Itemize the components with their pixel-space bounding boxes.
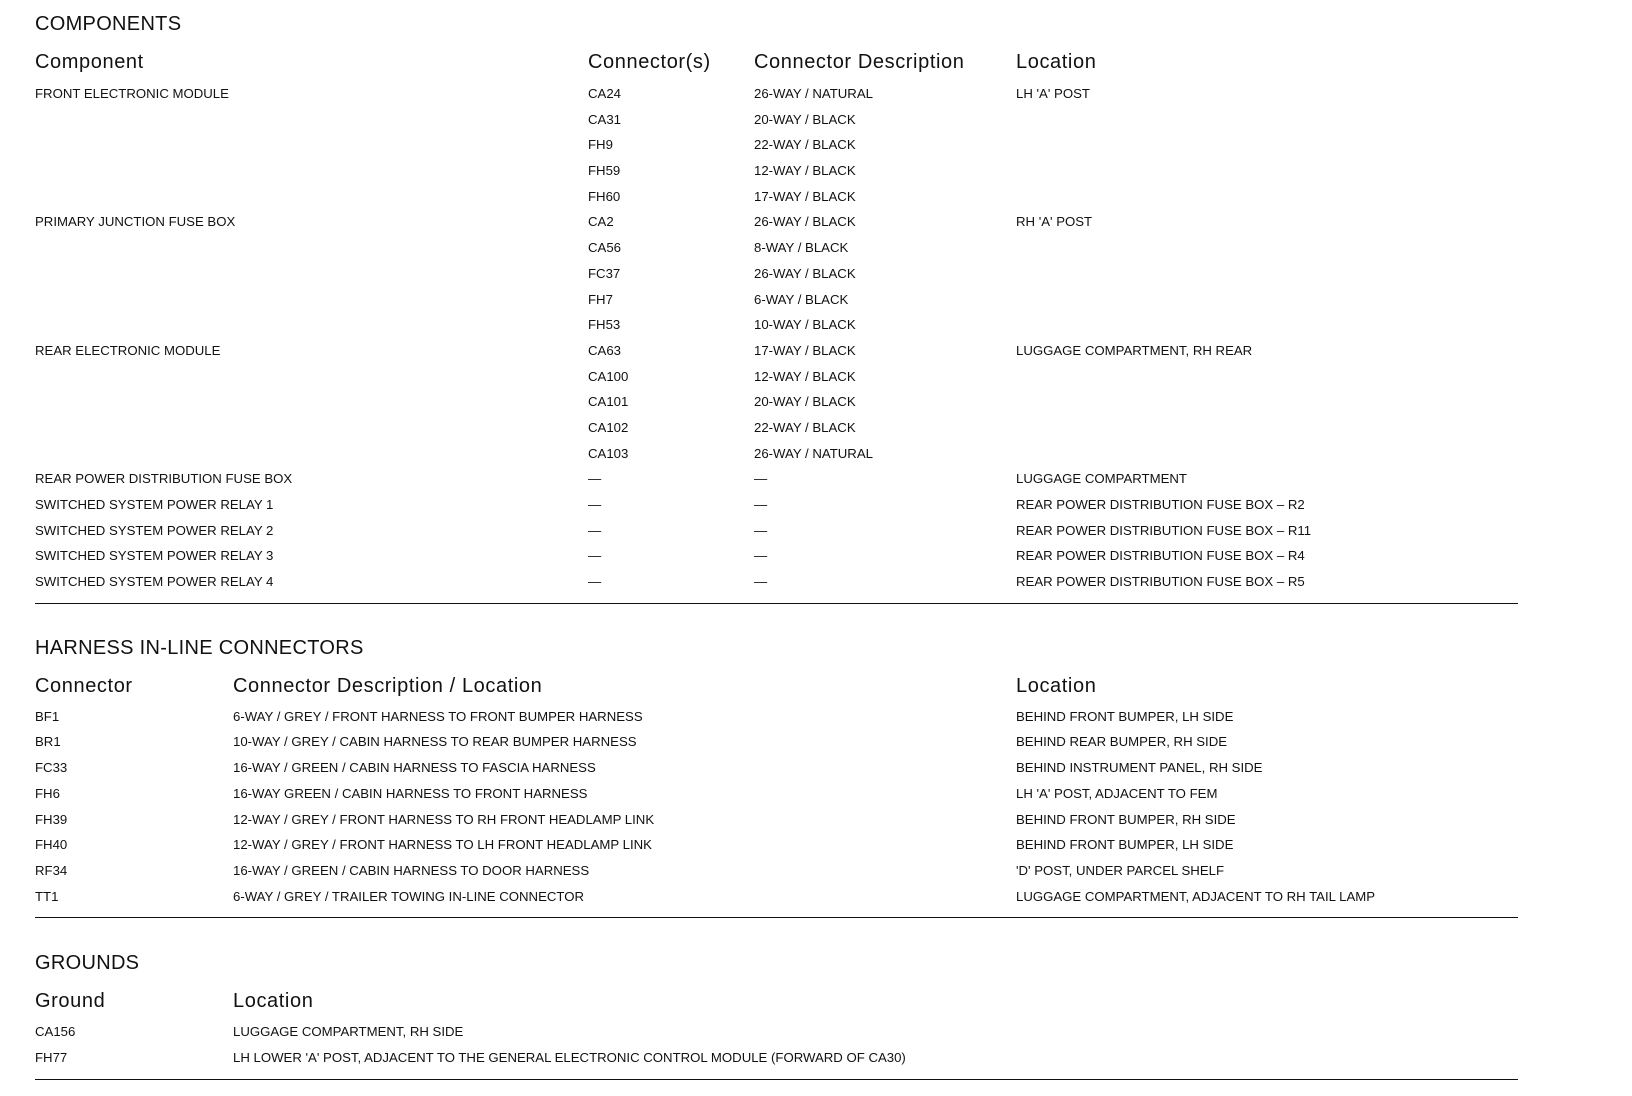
column-header-connector-description: Connector Description — [754, 51, 965, 73]
table-row — [35, 287, 1535, 313]
harness-divider — [35, 917, 1518, 918]
cell-location: BEHIND FRONT BUMPER, LH SIDE — [1016, 837, 1234, 853]
components-table-body — [35, 81, 1535, 595]
cell-connector: FH40 — [35, 837, 68, 853]
table-row — [35, 704, 1535, 730]
cell-connector-description: 12-WAY / BLACK — [754, 163, 856, 179]
cell-location: LH LOWER 'A' POST, ADJACENT TO THE GENERAL ELECTRONIC CONTROL MODULE (FORWARD OF CA30) — [233, 1049, 906, 1065]
cell-location: BEHIND FRONT BUMPER, RH SIDE — [1016, 811, 1236, 827]
cell-component: REAR POWER DISTRIBUTION FUSE BOX — [35, 471, 293, 487]
cell-connector-description: 8-WAY / BLACK — [754, 240, 849, 256]
cell-connector-description: 12-WAY / BLACK — [754, 368, 856, 384]
cell-connector-description: 12-WAY / GREY / FRONT HARNESS TO RH FRONT HEADLAMP LINK — [233, 811, 655, 827]
table-row — [35, 209, 1535, 235]
cell-connector: BF1 — [35, 708, 60, 724]
table-row — [35, 158, 1535, 184]
cell-connector: FH7 — [588, 291, 613, 307]
cell-connector: RF34 — [35, 862, 68, 878]
cell-location: REAR POWER DISTRIBUTION FUSE BOX – R2 — [1016, 497, 1305, 512]
table-row — [35, 518, 1535, 544]
table-row — [35, 755, 1535, 781]
cell-connector-description: 20-WAY / BLACK — [754, 111, 856, 127]
column-header-location: Location — [1016, 51, 1097, 73]
cell-connector-description: 10-WAY / GREY / CABIN HARNESS TO REAR BUMPER HARNESS — [233, 734, 637, 750]
cell-connector: FH60 — [588, 188, 621, 204]
table-row — [35, 132, 1535, 158]
table-row — [35, 235, 1535, 261]
cell-connector: CA101 — [588, 394, 629, 410]
grounds-table-header — [35, 988, 1535, 1014]
cell-connector: CA100 — [588, 368, 629, 384]
cell-component: SWITCHED SYSTEM POWER RELAY 2 — [35, 522, 274, 538]
cell-location: LUGGAGE COMPARTMENT, RH REAR — [1016, 342, 1253, 358]
table-row — [35, 466, 1535, 492]
cell-connector-description: — — [754, 522, 768, 538]
cell-connector: — — [588, 548, 602, 564]
cell-connector: CA56 — [588, 240, 621, 256]
table-row — [35, 884, 1535, 910]
cell-location: BEHIND INSTRUMENT PANEL, RH SIDE — [1016, 760, 1263, 776]
components-divider — [35, 603, 1518, 604]
cell-ground: FH77 — [35, 1049, 68, 1065]
table-row — [35, 184, 1535, 210]
column-header-component: Component — [35, 51, 144, 73]
cell-connector: FC37 — [588, 265, 621, 281]
harness-table-body — [35, 704, 1535, 910]
table-row — [35, 441, 1535, 467]
cell-connector-description: 6-WAY / GREY / TRAILER TOWING IN-LINE CONNECTOR — [233, 888, 584, 904]
cell-connector-description: — — [754, 497, 768, 512]
cell-connector-description: 16-WAY GREEN / CABIN HARNESS TO FRONT HARNESS — [233, 785, 588, 801]
grounds-divider — [35, 1079, 1518, 1080]
column-header-ground: Ground — [35, 990, 106, 1013]
cell-location: LH 'A' POST — [1016, 86, 1090, 101]
cell-location: LUGGAGE COMPARTMENT — [1016, 471, 1187, 487]
cell-connector-description: 16-WAY / GREEN / CABIN HARNESS TO DOOR HARNESS — [233, 862, 590, 878]
cell-connector: CA103 — [588, 445, 629, 461]
cell-ground: CA156 — [35, 1024, 76, 1040]
cell-connector-description: 20-WAY / BLACK — [754, 394, 856, 410]
column-header-location: Location — [1016, 674, 1097, 697]
cell-location: BEHIND REAR BUMPER, RH SIDE — [1016, 734, 1228, 750]
table-row — [35, 261, 1535, 287]
table-row — [35, 781, 1535, 807]
table-row — [35, 81, 1535, 107]
table-row — [35, 107, 1535, 133]
cell-connector: FH53 — [588, 317, 621, 333]
components-table-header — [35, 49, 1535, 75]
cell-connector-description: 16-WAY / GREEN / CABIN HARNESS TO FASCIA HARNESS — [233, 760, 596, 776]
column-header-location: Location — [233, 990, 314, 1013]
cell-component: REAR ELECTRONIC MODULE — [35, 342, 221, 358]
table-row — [35, 832, 1535, 858]
table-row — [35, 807, 1535, 833]
cell-connector-description: — — [754, 574, 768, 590]
cell-component: PRIMARY JUNCTION FUSE BOX — [35, 214, 236, 230]
cell-connector-description: 12-WAY / GREY / FRONT HARNESS TO LH FRONT HEADLAMP LINK — [233, 837, 652, 853]
table-row — [35, 543, 1535, 569]
table-row — [35, 569, 1535, 595]
harness-section-title: HARNESS IN-LINE CONNECTORS — [35, 636, 364, 659]
harness-table-header — [35, 673, 1535, 699]
cell-connector: CA63 — [588, 342, 621, 358]
cell-connector-description: 17-WAY / BLACK — [754, 342, 856, 358]
cell-connector-description: 6-WAY / GREY / FRONT HARNESS TO FRONT BUMPER HARNESS — [233, 708, 643, 724]
table-row — [35, 1019, 1535, 1045]
cell-connector: — — [588, 574, 602, 590]
cell-connector: FH9 — [588, 137, 613, 153]
cell-location: 'D' POST, UNDER PARCEL SHELF — [1016, 862, 1225, 878]
cell-component: SWITCHED SYSTEM POWER RELAY 1 — [35, 497, 274, 512]
cell-connector: CA31 — [588, 111, 621, 127]
cell-connector: FC33 — [35, 760, 68, 776]
cell-connector: FH59 — [588, 163, 621, 179]
cell-connector: CA24 — [588, 86, 621, 101]
table-row — [35, 312, 1535, 338]
cell-connector: FH6 — [35, 785, 60, 801]
cell-location: REAR POWER DISTRIBUTION FUSE BOX – R4 — [1016, 548, 1305, 564]
table-row — [35, 415, 1535, 441]
document-page — [35, 0, 1535, 1080]
cell-location: REAR POWER DISTRIBUTION FUSE BOX – R11 — [1016, 522, 1312, 538]
cell-connector-description: 26-WAY / NATURAL — [754, 86, 873, 101]
cell-connector-description: 6-WAY / BLACK — [754, 291, 849, 307]
table-row — [35, 338, 1535, 364]
cell-connector-description: 26-WAY / NATURAL — [754, 445, 873, 461]
cell-connector-description: 22-WAY / BLACK — [754, 419, 856, 435]
cell-connector: TT1 — [35, 888, 59, 904]
grounds-table-body — [35, 1019, 1535, 1070]
cell-connector-description: 26-WAY / BLACK — [754, 265, 856, 281]
cell-connector: — — [588, 522, 602, 538]
cell-location: LH 'A' POST, ADJACENT TO FEM — [1016, 785, 1218, 801]
cell-connector: — — [588, 471, 602, 487]
cell-location: BEHIND FRONT BUMPER, LH SIDE — [1016, 708, 1234, 724]
cell-component: FRONT ELECTRONIC MODULE — [35, 86, 229, 101]
cell-component: SWITCHED SYSTEM POWER RELAY 3 — [35, 548, 274, 564]
components-section-title: COMPONENTS — [35, 13, 182, 35]
table-row — [35, 492, 1535, 518]
cell-connector: — — [588, 497, 602, 512]
cell-location: LUGGAGE COMPARTMENT, RH SIDE — [233, 1024, 464, 1040]
cell-component: SWITCHED SYSTEM POWER RELAY 4 — [35, 574, 274, 590]
cell-location: LUGGAGE COMPARTMENT, ADJACENT TO RH TAIL LAMP — [1016, 888, 1376, 904]
cell-connector-description: 26-WAY / BLACK — [754, 214, 856, 230]
cell-connector: CA102 — [588, 419, 629, 435]
cell-connector-description: 17-WAY / BLACK — [754, 188, 856, 204]
cell-location: REAR POWER DISTRIBUTION FUSE BOX – R5 — [1016, 574, 1305, 590]
cell-connector-description: — — [754, 471, 768, 487]
cell-connector-description: 22-WAY / BLACK — [754, 137, 856, 153]
grounds-section-title: GROUNDS — [35, 952, 140, 975]
table-row — [35, 364, 1535, 390]
cell-connector-description: 10-WAY / BLACK — [754, 317, 856, 333]
cell-connector: CA2 — [588, 214, 614, 230]
table-row — [35, 858, 1535, 884]
cell-connector: FH39 — [35, 811, 68, 827]
column-header-connectors: Connector(s) — [588, 51, 711, 73]
column-header-connector-description-location: Connector Description / Location — [233, 674, 543, 697]
table-row — [35, 729, 1535, 755]
table-row — [35, 1045, 1535, 1071]
cell-location: RH 'A' POST — [1016, 214, 1093, 230]
cell-connector-description: — — [754, 548, 768, 564]
table-row — [35, 389, 1535, 415]
cell-connector: BR1 — [35, 734, 61, 750]
column-header-connector: Connector — [35, 674, 133, 697]
